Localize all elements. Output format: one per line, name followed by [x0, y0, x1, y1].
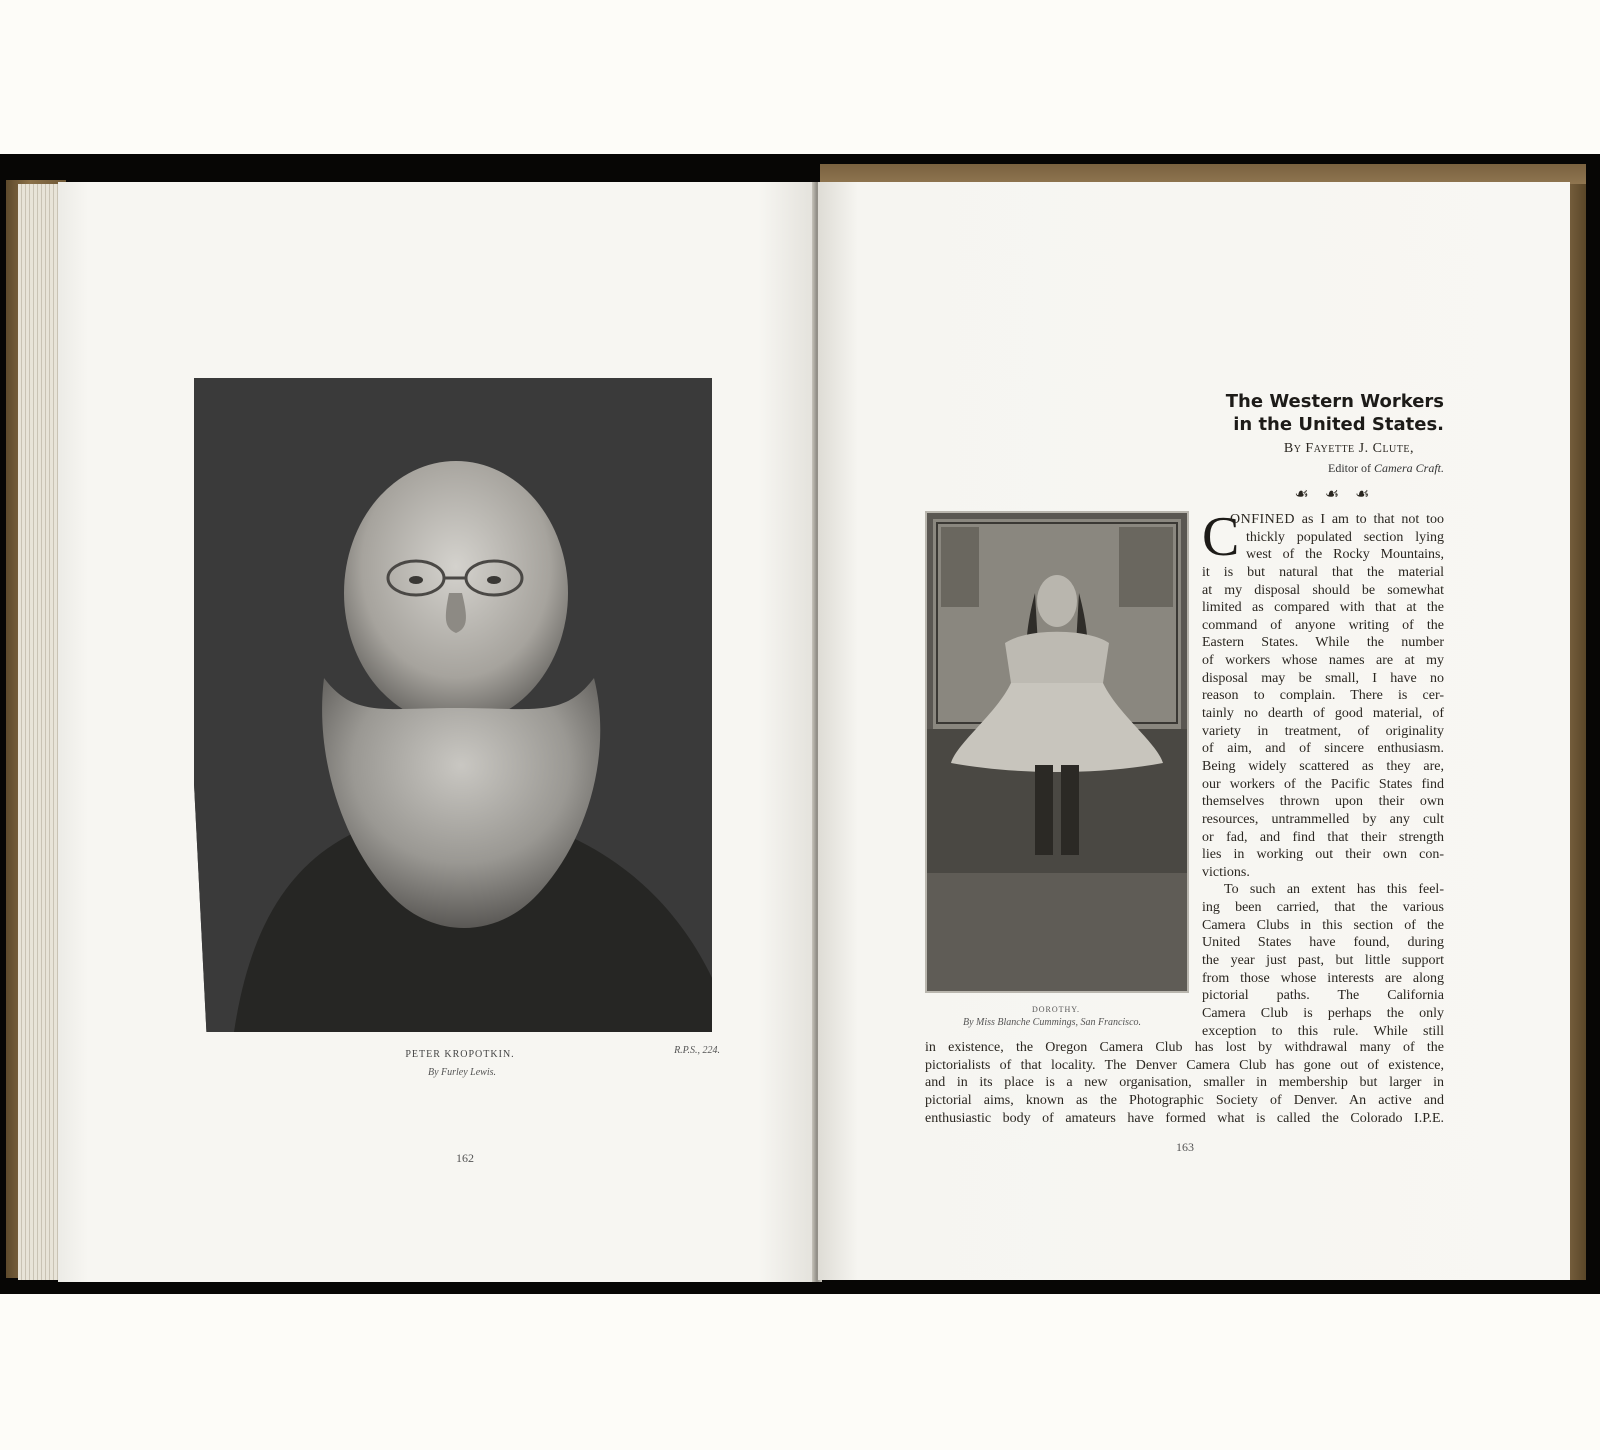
article-title-line-2: in the United States.	[1233, 414, 1444, 435]
decorative-ornaments: ☙☙☙	[1294, 486, 1386, 503]
text-line: Being widely scattered as they are,	[1202, 758, 1444, 774]
text-line-rest: as I am to that not too	[1294, 512, 1444, 527]
text-line	[1202, 511, 1444, 529]
text-line: United States have found, during	[1202, 935, 1444, 951]
article-title-line-1: The Western Workers	[1225, 391, 1444, 412]
text-line: exception to this rule. While still	[1202, 1023, 1444, 1039]
text-line: pictorial paths. The California	[1202, 988, 1444, 1004]
plate-caption-credit: By Furley Lewis.	[427, 1067, 497, 1078]
author-affiliation	[1240, 461, 1444, 476]
text-line: west of the Rocky Mountains,	[1246, 547, 1444, 563]
article-body-column	[1202, 506, 1444, 1040]
text-line: or fad, and find that their strength	[1202, 829, 1444, 845]
article-body-full-width	[925, 1039, 1444, 1127]
text-line: and in its place is a new organisation, smaller in membership but larger in	[925, 1075, 1444, 1091]
article-title	[1190, 390, 1444, 436]
plate-reference: R.P.S., 224.	[674, 1045, 720, 1056]
text-line: the year just past, but little support	[1202, 953, 1444, 969]
text-line: Camera Clubs in this section of the	[1202, 917, 1444, 933]
article-byline: By Fayette J. Clute,	[1283, 441, 1414, 456]
text-line: resources, untrammelled by any cult	[1202, 811, 1444, 827]
text-line: command of anyone writing of the	[1202, 617, 1444, 633]
page-number-left: 162	[456, 1151, 474, 1165]
text-line: enthusiastic body of amateurs have formed what is called the Colorado I.P.E.	[925, 1110, 1444, 1126]
girl-plate-image	[925, 511, 1189, 993]
text-line: victions.	[1202, 864, 1250, 880]
text-line: pictorial aims, known as the Photographic Society of Denver. An active and	[925, 1092, 1444, 1108]
text-line: To such an extent has this feel-	[1224, 882, 1444, 898]
text-line: from those whose interests are along	[1202, 970, 1444, 986]
text-line: of workers whose names are at my	[1202, 653, 1444, 669]
text-line: our workers of the Pacific States find	[1202, 776, 1444, 792]
plate-caption-title: PETER KROPOTKIN.	[405, 1049, 515, 1060]
publication-name: Camera Craft.	[1373, 461, 1444, 475]
text-line: of aim, and of sincere enthusiasm.	[1202, 741, 1444, 757]
text-line: pictorialists of that locality. The Denver Camera Club has gone out of existence,	[925, 1057, 1444, 1073]
drop-cap: C	[1202, 506, 1240, 568]
text-line: limited as compared with that at the	[1202, 600, 1444, 616]
text-line: ing been carried, that the various	[1202, 900, 1444, 916]
text-line: tainly no dearth of good material, of	[1202, 706, 1444, 722]
text-line: variety in treatment, of originality	[1202, 723, 1444, 739]
text-line: in existence, the Oregon Camera Club has lost by withdrawal many of the	[925, 1040, 1444, 1055]
text-line: Camera Club is perhaps the only	[1202, 1005, 1444, 1021]
text-line: lies in working out their own con-	[1202, 847, 1444, 863]
plate-caption-credit: By Miss Blanche Cummings, San Francisco.	[962, 1017, 1142, 1028]
portrait-plate-image	[194, 378, 712, 1032]
book-cover-top-edge	[820, 164, 1586, 184]
text-line: thickly populated section lying	[1246, 529, 1444, 545]
text-line: reason to complain. There is cer-	[1202, 688, 1444, 704]
opening-word: ONFINED	[1230, 512, 1295, 527]
plate-caption-title: DOROTHY.	[1031, 1005, 1081, 1014]
text-line: it is but natural that the material	[1202, 564, 1444, 580]
page-number-right: 163	[1176, 1140, 1194, 1154]
text-line: disposal may be small, I have no	[1202, 670, 1444, 686]
text-line: themselves thrown upon their own	[1202, 794, 1444, 810]
editor-prefix: Editor of	[1327, 461, 1374, 475]
text-line: at my disposal should be somewhat	[1202, 582, 1444, 598]
text-line: Eastern States. While the number	[1202, 635, 1444, 651]
